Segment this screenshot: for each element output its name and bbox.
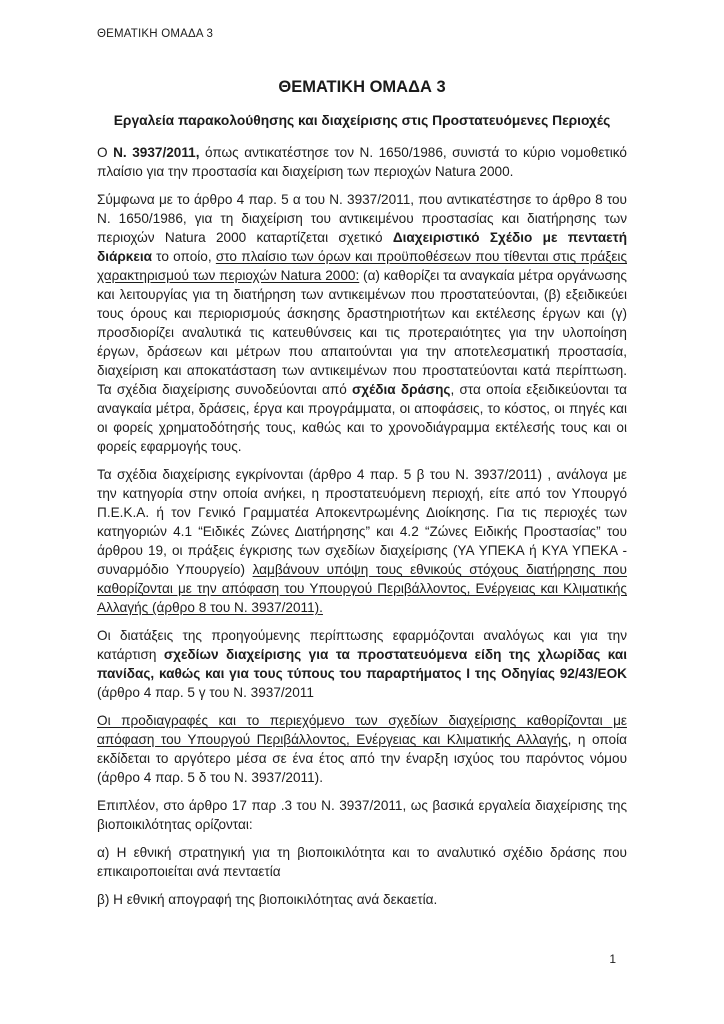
text-run-bold: σχέδια δράσης xyxy=(352,382,451,397)
document-subtitle: Εργαλεία παρακολούθησης και διαχείρισης στις Προστατευόμενες Περιοχές xyxy=(113,113,611,128)
text-run-normal: β) Η εθνική απογραφή της βιοποικιλότητας ανά δεκαετία. xyxy=(97,892,438,907)
paragraph xyxy=(97,796,627,834)
paragraph xyxy=(97,626,627,702)
paragraph xyxy=(97,143,627,181)
paragraph xyxy=(97,843,627,881)
text-run-normal: Επιπλέον, στο άρθρο 17 παρ .3 του Ν. 3937/2011, ως βασικά εργαλεία διαχείρισης της βιοποικιλότητας ορίζονται: xyxy=(97,798,627,832)
document-body xyxy=(97,143,627,909)
running-header: ΘΕΜΑΤΙΚΗ ΟΜΑΔΑ 3 xyxy=(97,28,214,40)
text-run-normal: , η οποία εκδίδεται το αργότερο μέσα σε ένα έτος από την έναρξη ισχύος του παρόντος νόμου (άρθρο 4 παρ. 5 δ του Ν. 3937/2011). xyxy=(97,732,627,785)
text-run-normal: α) Η εθνική στρατηγική για τη βιοποικιλότητα και το αναλυτικό σχέδιο δράσης που επικαιροποιείται ανά πενταετία xyxy=(97,845,627,879)
text-run-normal: Σύμφωνα με το άρθρο 4 παρ. 5 α του Ν. 3937/2011, που αντικατέστησε το άρθρο 8 του Ν. 1650/1986, για τη διαχείριση του αντικειμένου προστασίας και διατήρησης των περιοχών Natura 2000 καταρτίζεται σχετικό xyxy=(97,192,627,245)
paragraph xyxy=(97,890,627,909)
text-run-normal: (άρθρο 4 παρ. 5 γ του Ν. 3937/2011 xyxy=(97,685,314,700)
text-run-normal: Οι διατάξεις της προηγούμενης περίπτωσης εφαρμόζονται αναλόγως και για την κατάρτιση xyxy=(97,628,627,662)
text-run-normal: , στα οποία εξειδικεύονται τα αναγκαία μέτρα, δράσεις, έργα και προγράμματα, οι αποφάσεις, το κόστος, οι πηγές και οι φορείς χρηματοδότησής τους, καθώς και το χρονοδιάγραμμα εκτέλεσής τους και οι φορείς εφαρμογής τους. xyxy=(97,382,628,454)
text-run-underline: λαμβάνουν υπόψη τους εθνικούς στόχους διατήρησης που καθορίζονται με την απόφαση του Υπουργού Περιβάλλοντος, Ενέργειας και Κλιματικής Αλλαγής (άρθρο 8 του Ν. 3937/2011). xyxy=(97,562,627,615)
text-run-underline: Οι προδιαγραφές και το περιεχόμενο των σχεδίων διαχείρισης καθορίζονται με απόφαση του Υπουργού Περιβάλλοντος, Ενέργειας και Κλιματικής Αλλαγής xyxy=(97,713,627,747)
paragraph xyxy=(97,711,627,787)
text-run-normal: (α) καθορίζει τα αναγκαία μέτρα οργάνωσης και λειτουργίας για τη διατήρηση των αντικειμένων που προστατεύονται, (β) εξειδικεύει τους όρους και περιορισμούς άσκησης δραστηριοτήτων και εκτέλεσης έργων και (γ) προσδιορίζει αναλυτικά τις κατευθύνσεις και τις προτεραιότητες για την υλοποίηση έργων, δράσεων και μέτρων που απαιτούνται για την αποτελεσματική προστασία, διαχείριση και αποκατάσταση των αντικειμένων που προστατεύονται κατά περίπτωση. Τα σχέδια διαχείρισης συνοδεύονται από xyxy=(97,268,627,397)
text-run-normal: το οποίο, xyxy=(151,249,216,264)
text-run-bold: σχεδίων διαχείρισης για τα προστατευόμενα είδη της χλωρίδας και πανίδας, καθώς και για τους τύπους του παραρτήματος Ι της Οδηγίας 92/43/ΕΟΚ xyxy=(97,647,627,681)
text-run-bold: Διαχειριστικό Σχέδιο με πενταετή διάρκεια xyxy=(97,230,628,264)
paragraph xyxy=(97,465,627,617)
text-run-normal: όπως αντικατέστησε τον Ν. 1650/1986, συνιστά το κύριο νομοθετικό πλαίσιο για την προστασία και διαχείριση των περιοχών Natura 2000. xyxy=(97,145,627,179)
paragraph xyxy=(97,190,627,456)
page-number: 1 xyxy=(609,952,616,966)
text-run-underline: στο πλαίσιο των όρων και προϋποθέσεων που τίθενται στις πράξεις χαρακτηρισμού των περιοχών Natura 2000: xyxy=(97,249,627,283)
page-content xyxy=(97,28,627,918)
text-run-normal: Ο xyxy=(97,145,114,160)
document-title: ΘΕΜΑΤΙΚΗ ΟΜΑΔΑ 3 xyxy=(278,78,446,96)
text-run-bold: Ν. 3937/2011, xyxy=(113,145,200,160)
text-run-normal: Τα σχέδια διαχείρισης εγκρίνονται (άρθρο 4 παρ. 5 β του Ν. 3937/2011) , ανάλογα με την κατηγορία στην οποία ανήκει, η προστατευόμενη περιοχή, είτε από τον Υπουργό Π.Ε.Κ.Α. ή τον Γενικό Γραμματέα Αποκεντρωμένης Διοίκησης. Για τις περιοχές των κατηγοριών 4.1 “Ειδικές Ζώνες Διατήρησης” και 4.2 “Ζώνες Ειδικής Προστασίας” του άρθρου 19, οι πράξεις έγκρισης των σχεδίων διαχείρισης (ΥΑ ΥΠΕΚΑ ή ΚΥΑ ΥΠΕΚΑ - συναρμόδιο Υπουργείο) xyxy=(97,467,627,577)
